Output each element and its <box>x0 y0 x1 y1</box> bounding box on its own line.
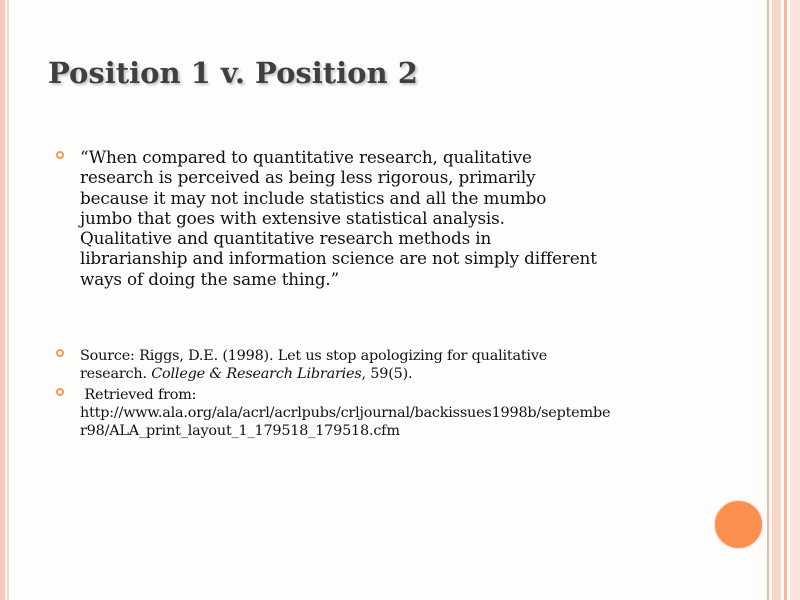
quote-line: research is perceived as being less rigorous, primarily <box>80 167 536 188</box>
right-frame-strip-2 <box>790 0 800 600</box>
right-frame-line-2 <box>784 0 787 600</box>
journal-title: College & Research Libraries <box>151 366 362 383</box>
left-frame-strip <box>0 0 5 600</box>
quote-line: Qualitative and quantitative research methods in <box>80 228 492 249</box>
quote-line: jumbo that goes with extensive statistical analysis. <box>80 207 505 228</box>
retrieved-url-continued[interactable]: r98/ALA_print_layout_1_179518_179518.cfm <box>80 423 400 440</box>
slide-title: Position 1 v. Position 2 <box>48 56 418 90</box>
quote-line: ways of doing the same thing.” <box>80 268 340 289</box>
circle-bullet-icon <box>56 388 64 396</box>
left-frame-line <box>7 0 9 600</box>
retrieved-bullet <box>56 386 696 440</box>
bullet-list <box>56 147 696 440</box>
source-lead: Source: Riggs, D.E. (1998). Let us stop apologizing for qualitative <box>80 348 548 365</box>
retrieved-url[interactable]: http://www.ala.org/ala/acrl/acrlpubs/crljournal/backissues1998b/septembe <box>80 405 611 422</box>
source-prefix: research. <box>80 366 152 383</box>
retrieved-label: Retrieved from: <box>80 387 197 404</box>
quote-line: librarianship and information science are not simply different <box>80 248 597 269</box>
right-frame-line-1 <box>767 0 769 600</box>
quote-line: because it may not include statistics and all the mumbo <box>80 187 547 208</box>
citation-tail: , 59(5). <box>361 366 413 383</box>
quote-line: “When compared to quantitative research, qualitative <box>80 147 532 167</box>
source-citation <box>80 365 696 383</box>
quote-bullet <box>56 147 696 289</box>
circle-bullet-icon <box>56 349 64 357</box>
source-bullet <box>56 347 696 383</box>
orange-circle-decoration <box>715 501 762 548</box>
circle-bullet-icon <box>56 151 64 159</box>
right-frame-strip-1 <box>772 0 781 600</box>
